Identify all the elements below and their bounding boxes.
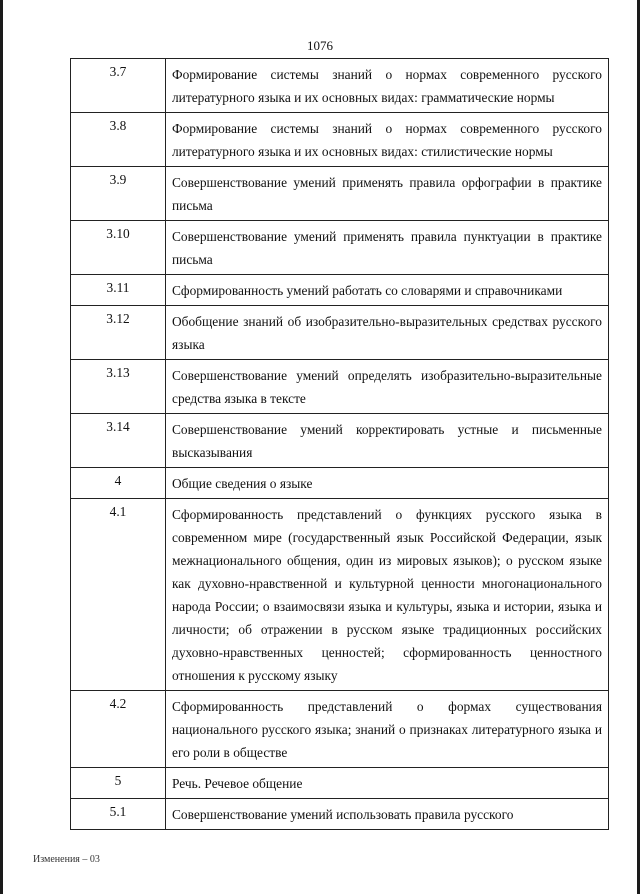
footer-note: Изменения – 03 [33, 854, 100, 865]
row-number: 3.9 [71, 167, 166, 221]
row-text: Обобщение знаний об изобразительно-выразительных средствах русского языка [166, 306, 609, 360]
row-text: Формирование системы знаний о нормах современного русского литературного языка и их основных видах: грамматические нормы [166, 59, 609, 113]
table-row [71, 306, 609, 360]
row-text: Сформированность представлений о функциях русского языка в современном мире (государственный язык Российской Федерации, язык межнационального общения, один из мировых языков); о русском языке как духовно-нравственной и культурной ценности многонационального народа России; о взаимосвязи языка и культуры, языка и истории, языка и личности; об отражении в русском языке традиционных российских духовно-нравственных ценностей; сформированность ценностного отношения к русскому языку [166, 499, 609, 691]
row-text: Совершенствование умений применять правила пунктуации в практике письма [166, 221, 609, 275]
row-number: 5 [71, 768, 166, 799]
table-row [71, 59, 609, 113]
row-text: Совершенствование умений использовать правила русского [166, 799, 609, 830]
scan-edge-left [0, 0, 3, 894]
row-number: 4 [71, 468, 166, 499]
requirements-table [70, 58, 609, 830]
table-row [71, 414, 609, 468]
row-number: 3.14 [71, 414, 166, 468]
table-body [71, 59, 609, 830]
table-row [71, 221, 609, 275]
table-row [71, 360, 609, 414]
row-number: 3.7 [71, 59, 166, 113]
table-row [71, 113, 609, 167]
table-row [71, 768, 609, 799]
table-row [71, 468, 609, 499]
row-number: 3.12 [71, 306, 166, 360]
row-number: 4.2 [71, 691, 166, 768]
row-number: 3.13 [71, 360, 166, 414]
row-number: 3.8 [71, 113, 166, 167]
row-number: 4.1 [71, 499, 166, 691]
page-number: 1076 [307, 38, 333, 53]
row-text: Совершенствование умений корректировать устные и письменные высказывания [166, 414, 609, 468]
row-number: 5.1 [71, 799, 166, 830]
table-row [71, 167, 609, 221]
row-text: Общие сведения о языке [166, 468, 609, 499]
row-text: Совершенствование умений применять правила орфографии в практике письма [166, 167, 609, 221]
table-row [71, 275, 609, 306]
table-row [71, 799, 609, 830]
table-row [71, 691, 609, 768]
row-text: Сформированность умений работать со словарями и справочниками [166, 275, 609, 306]
row-number: 3.10 [71, 221, 166, 275]
row-text: Формирование системы знаний о нормах современного русского литературного языка и их основных видах: стилистические нормы [166, 113, 609, 167]
table-row [71, 499, 609, 691]
row-text: Сформированность представлений о формах существования национального русского языка; знаний о признаках литературного языка и его роли в обществе [166, 691, 609, 768]
row-number: 3.11 [71, 275, 166, 306]
row-text: Речь. Речевое общение [166, 768, 609, 799]
row-text: Совершенствование умений определять изобразительно-выразительные средства языка в тексте [166, 360, 609, 414]
